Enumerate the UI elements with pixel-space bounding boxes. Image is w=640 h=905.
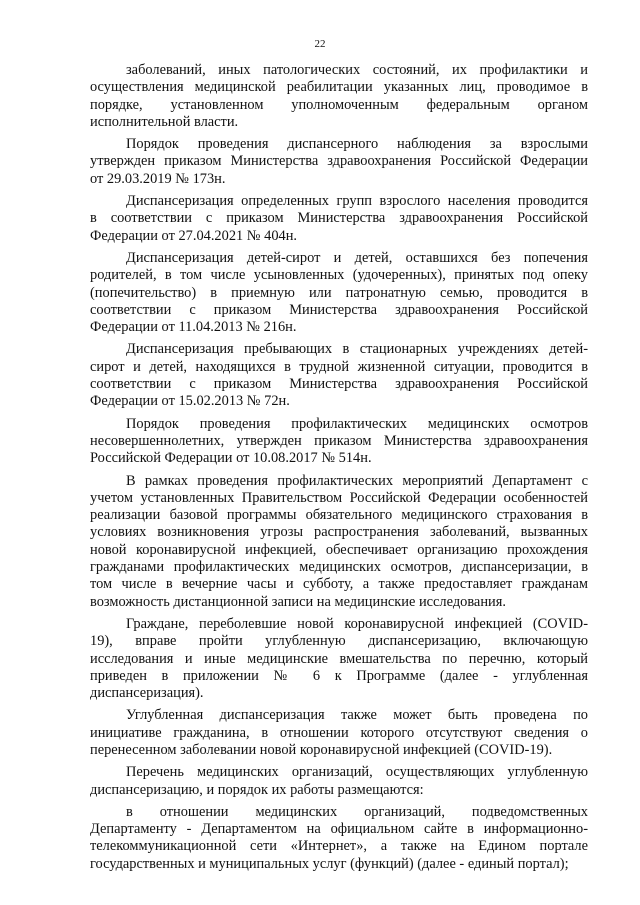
document-body xyxy=(90,62,588,878)
paragraph xyxy=(90,341,588,410)
text-line: реализации базовой программы обязательного медицинского страхования в xyxy=(90,507,588,524)
text-line: исследования и иные медицинские вмешательства по перечню, который xyxy=(90,650,588,667)
text-line: родителей, в том числе усыновленных (удочеренных), принятых под опеку xyxy=(90,267,588,284)
text-line: сирот и детей, находящихся в трудной жизненной ситуации, проводится в xyxy=(90,358,588,375)
text-line: возможность дистанционной записи на медицинские исследования. xyxy=(90,593,506,610)
text-line: в соответствии с приказом Министерства здравоохранения Российской xyxy=(90,210,588,227)
text-line: телекоммуникационной сети «Интернет», а также на Едином портале xyxy=(90,838,588,855)
text-line: приведен в приложении № 6 к Программе (далее - углубленная xyxy=(90,667,588,684)
paragraph xyxy=(90,804,588,873)
paragraph xyxy=(90,473,588,611)
paragraph xyxy=(90,136,588,188)
text-line: Граждане, переболевшие новой коронавирусной инфекцией (COVID- xyxy=(126,615,588,632)
text-line: гражданами профилактических медицинских осмотров, диспансеризации, в xyxy=(90,559,588,576)
text-line: Перечень медицинских организаций, осуществляющих углубленную xyxy=(126,764,588,781)
text-line: диспансеризацию, и порядок их работы размещаются: xyxy=(90,781,424,798)
text-line: учетом установленных Правительством Российской Федерации особенностей xyxy=(90,489,588,506)
text-line: перенесенном заболевании новой коронавирусной инфекцией (COVID-19). xyxy=(90,741,553,758)
text-line: 19), вправе пройти углубленную диспансеризацию, включающую xyxy=(90,633,588,650)
text-line: государственных и муниципальных услуг (функций) (далее - единый портал); xyxy=(90,855,569,872)
text-line: в отношении медицинских организаций, подведомственных xyxy=(126,803,588,820)
text-line: Федерации от 15.02.2013 № 72н. xyxy=(90,393,290,410)
text-line: новой коронавирусной инфекцией, обеспечивает организацию прохождения xyxy=(90,541,588,558)
text-line: осуществления медицинской реабилитации указанных лиц, проводимое в xyxy=(90,79,588,96)
text-line: Диспансеризация пребывающих в стационарных учреждениях детей- xyxy=(126,341,588,358)
text-line: том числе в вечерние часы и субботу, а также предоставляет гражданам xyxy=(90,576,588,593)
paragraph xyxy=(90,193,588,245)
text-line: условиях возникновения угрозы распространения заболеваний, вызванных xyxy=(90,524,588,541)
text-line: заболеваний, иных патологических состояний, их профилактики и xyxy=(126,62,588,78)
text-line: В рамках проведения профилактических мероприятий Департамент с xyxy=(126,472,588,489)
text-line: соответствии с приказом Министерства здравоохранения Российской xyxy=(90,376,588,393)
text-line: соответствии с приказом Министерства здравоохранения Российской xyxy=(90,301,588,318)
text-line: исполнительной власти. xyxy=(90,113,239,130)
page-number: 22 xyxy=(314,38,326,50)
text-line: несовершеннолетних, утвержден приказом Министерства здравоохранения xyxy=(90,432,588,449)
text-line: (попечительство) в приемную или патронатную семью, проводится в xyxy=(90,284,588,301)
text-line: Федерации от 27.04.2021 № 404н. xyxy=(90,227,298,244)
paragraph xyxy=(90,707,588,759)
paragraph xyxy=(90,416,588,468)
text-line: от 29.03.2019 № 173н. xyxy=(90,170,226,187)
text-line: порядке, установленном уполномоченным федеральным органом xyxy=(90,96,588,113)
paragraph xyxy=(90,250,588,336)
text-line: Углубленная диспансеризация также может быть проведена по xyxy=(126,707,588,724)
paragraph xyxy=(90,616,588,702)
text-line: Порядок проведения профилактических медицинских осмотров xyxy=(126,415,588,432)
text-line: Порядок проведения диспансерного наблюдения за взрослыми xyxy=(126,136,588,153)
text-line: Диспансеризация определенных групп взрослого населения проводится xyxy=(126,193,588,210)
paragraph xyxy=(90,764,588,799)
text-line: Департаменту - Департаментом на официальном сайте в информационно- xyxy=(90,821,588,838)
text-line: утвержден приказом Министерства здравоохранения Российской Федерации xyxy=(90,153,588,170)
text-line: Диспансеризация детей-сирот и детей, оставшихся без попечения xyxy=(126,249,588,266)
text-line: Федерации от 11.04.2013 № 216н. xyxy=(90,319,297,336)
text-line: Российской Федерации от 10.08.2017 № 514н. xyxy=(90,450,372,467)
text-line: диспансеризация). xyxy=(90,685,204,702)
paragraph xyxy=(90,62,588,131)
text-line: инициативе гражданина, в отношении которого отсутствуют сведения о xyxy=(90,724,588,741)
